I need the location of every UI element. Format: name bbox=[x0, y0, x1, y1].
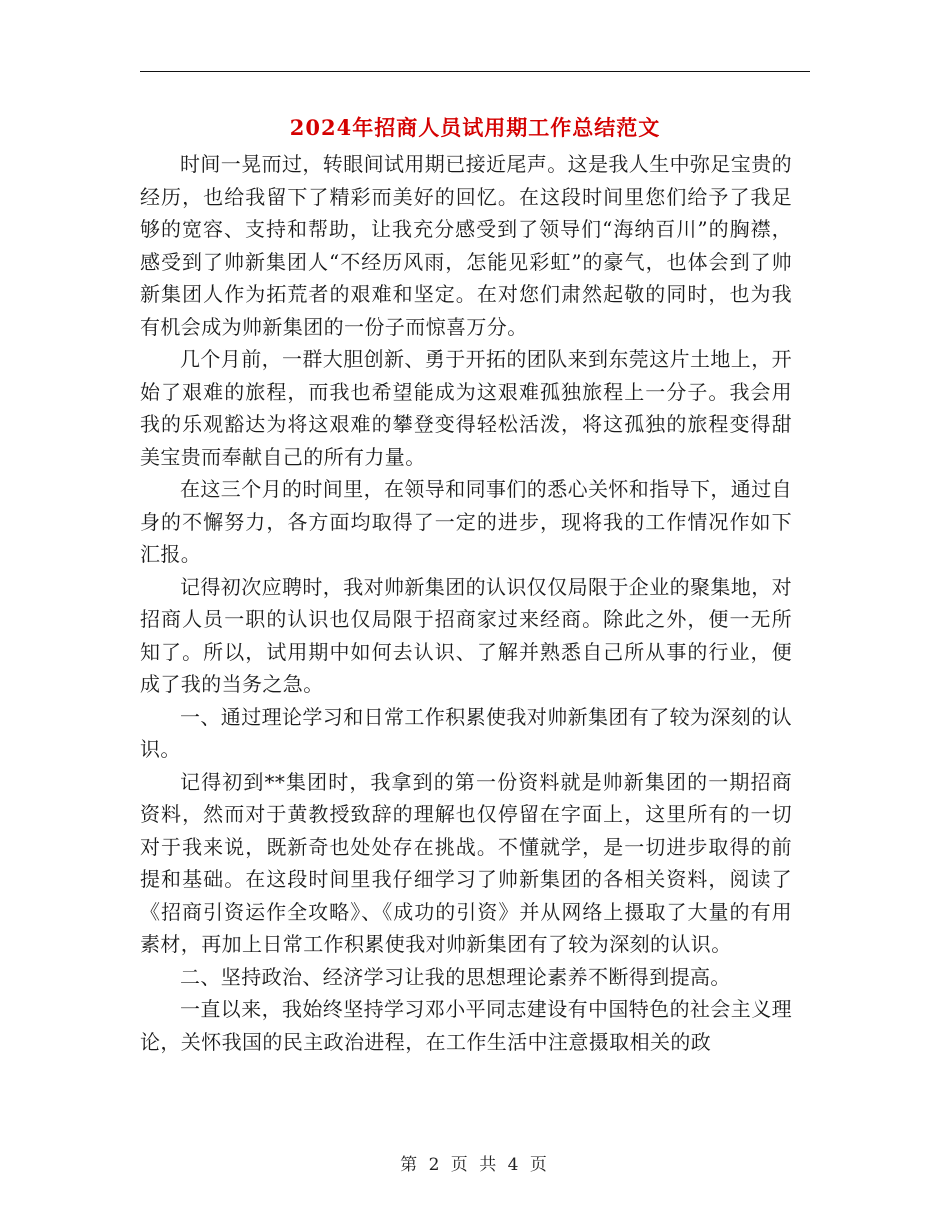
paragraph-2: 几个月前，一群大胆创新、勇于开拓的团队来到东莞这片土地上，开始了艰难的旅程，而我也希望能成为这艰难孤独旅程上一分子。我会用我的乐观豁达为将这艰难的攀登变得轻松活泼，将这孤独的旅程变得甜美宝贵而奉献自己的所有力量。 bbox=[140, 347, 792, 469]
document-title: 2024年招商人员试用期工作总结范文 bbox=[289, 115, 661, 140]
paragraph-3: 在这三个月的时间里，在领导和同事们的悉心关怀和指导下，通过自身的不懈努力，各方面均取得了一定的进步，现将我的工作情况作如下汇报。 bbox=[140, 477, 792, 566]
paragraph-4: 记得初次应聘时，我对帅新集团的认识仅仅局限于企业的聚集地，对招商人员一职的认识也仅局限于招商家过来经商。除此之外，便一无所知了。所以，试用期中如何去认识、了解并熟悉自己所从事的行业，便成了我的当务之急。 bbox=[140, 574, 792, 696]
header-rule bbox=[140, 71, 810, 72]
paragraph-1: 时间一晃而过，转眼间试用期已接近尾声。这是我人生中弥足宝贵的经历，也给我留下了精彩而美好的回忆。在这段时间里您们给予了我足够的宽容、支持和帮助，让我充分感受到了领导们“海纳百川”的胸襟，感受到了帅新集团人“不经历风雨，怎能见彩虹”的豪气，也体会到了帅新集团人作为拓荒者的艰难和坚定。在对您们肃然起敬的同时，也为我有机会成为帅新集团的一份子而惊喜万分。 bbox=[140, 152, 792, 339]
section-heading-1: 一、通过理论学习和日常工作积累使我对帅新集团有了较为深刻的认识。 bbox=[140, 704, 792, 761]
document-body bbox=[140, 148, 792, 1058]
paragraph-5: 记得初到**集团时，我拿到的第一份资料就是帅新集团的一期招商资料，然而对于黄教授致辞的理解也仅停留在字面上，这里所有的一切对于我来说，既新奇也处处存在挑战。不懂就学，是一切进步取得的前提和基础。在这段时间里我仔细学习了帅新集团的各相关资料，阅读了《招商引资运作全攻略》、《成功的引资》并从网络上摄取了大量的有用素材，再加上日常工作积累使我对帅新集团有了较为深刻的认识。 bbox=[140, 769, 792, 956]
paragraph-6: 一直以来，我始终坚持学习邓小平同志建设有中国特色的社会主义理论，关怀我国的民主政治进程，在工作生活中注意摄取相关的政 bbox=[140, 997, 792, 1054]
section-heading-2: 二、坚持政治、经济学习让我的思想理论素养不断得到提高。 bbox=[180, 964, 731, 989]
page-number-footer: 第 2 页 共 4 页 bbox=[400, 1155, 550, 1175]
